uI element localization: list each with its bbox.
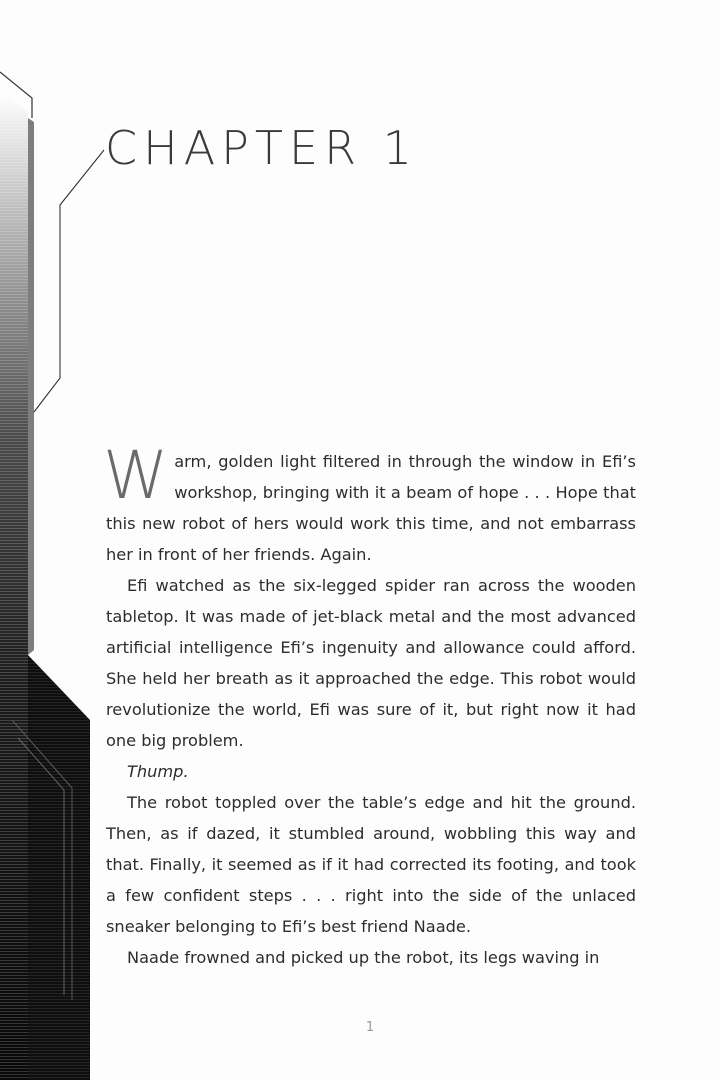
- opening-paragraph-text: arm, golden light filtered in through the window in Efi’s workshop, bringing with it a beam of hope . . . Hope that this new robot of hers would work this time, and not embarrass her in front of her friends. Again.: [106, 452, 636, 564]
- paragraph: Naade frowned and picked up the robot, its legs waving in: [127, 948, 600, 967]
- paragraph: The robot toppled over the table’s edge and hit the ground. Then, as if dazed, it stumbled around, wobbling this way and that. Finally, it seemed as if it had corrected its footing, and took a few confident steps . . . right into the side of the unlaced sneaker belonging to Efi’s best friend Naade.: [106, 793, 636, 936]
- sidebar-bar: [0, 92, 28, 1080]
- page-number: 1: [365, 1020, 375, 1035]
- circuit-line-lower: [12, 720, 72, 1000]
- chapter-title: CHAPTER 1: [105, 121, 418, 175]
- paragraph-sound-effect: Thump.: [127, 762, 189, 781]
- drop-cap: W: [103, 437, 169, 514]
- circuit-line-upper: [34, 150, 104, 412]
- chapter-body: [103, 437, 636, 973]
- opening-paragraph: [103, 437, 636, 570]
- paragraph: Efi watched as the six-legged spider ran across the wooden tabletop. It was made of jet-black metal and the most advanced artificial intelligence Efi’s ingenuity and allowance could afford. She held her breath as it approached the edge. This robot would revolutionize the world, Efi was sure of it, but right now it had one big problem.: [106, 576, 636, 750]
- circuit-line-top: [0, 72, 32, 118]
